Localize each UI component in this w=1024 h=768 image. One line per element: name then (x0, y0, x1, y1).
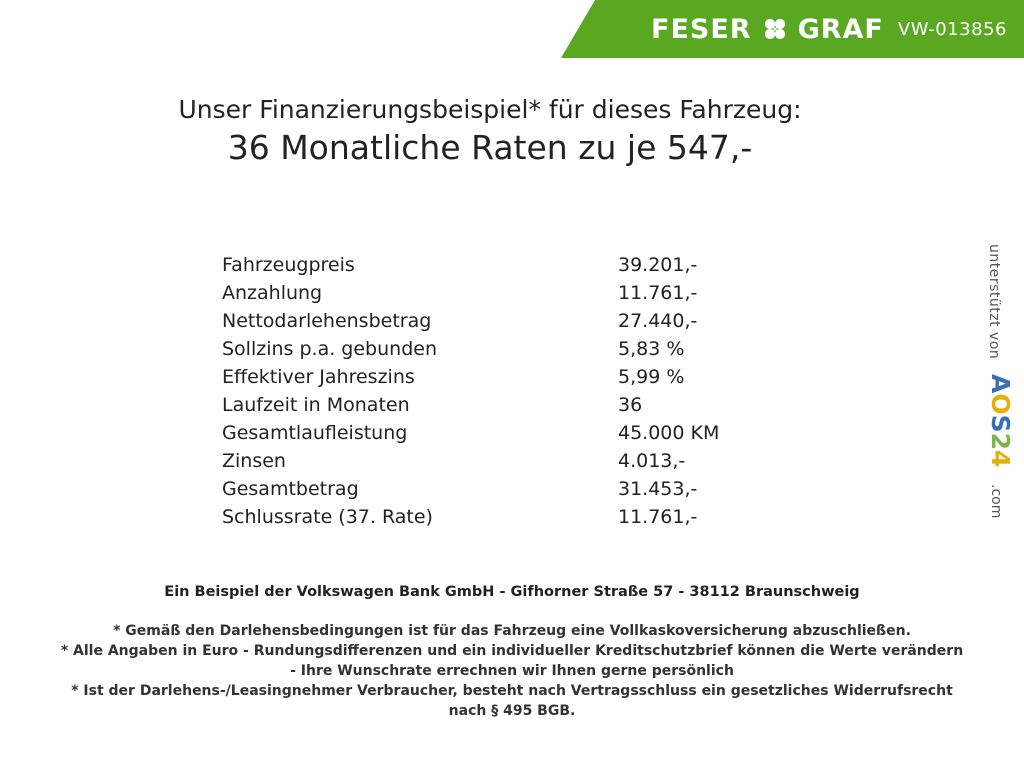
brand-name-first: FESER (651, 13, 752, 45)
row-label: Anzahlung (222, 282, 323, 304)
table-row (222, 450, 848, 478)
header-banner (595, 0, 1024, 58)
clover-icon (762, 16, 788, 42)
sponsor-logo-letter-o: O (986, 393, 1015, 415)
row-label: Sollzins p.a. gebunden (222, 338, 437, 360)
table-row (222, 394, 848, 422)
brand-name-second: GRAF (797, 13, 884, 45)
sponsor-logo-digit-4: 4 (986, 450, 1015, 468)
row-value: 45.000 KM (618, 422, 720, 444)
row-label: Gesamtbetrag (222, 478, 359, 500)
sponsor-domain: .com (988, 484, 1004, 519)
sponsor-supported-by-label: unterstützt von (986, 244, 1002, 360)
row-value: 5,99 % (618, 366, 685, 388)
finance-table (222, 254, 848, 534)
sponsor-logo-letter-s: S (986, 414, 1015, 433)
row-value: 27.440,- (618, 310, 698, 332)
row-value: 4.013,- (618, 450, 686, 472)
table-row (222, 366, 848, 394)
row-value: 31.453,- (618, 478, 698, 500)
table-row (222, 478, 848, 506)
sponsor-strip (986, 244, 1020, 544)
row-value: 36 (618, 394, 643, 416)
row-value: 11.761,- (618, 282, 698, 304)
footnote-5: nach § 495 BGB. (448, 702, 576, 719)
bank-disclaimer: Ein Beispiel der Volkswagen Bank GmbH - Gifhorner Straße 57 - 38112 Braunschweig (164, 584, 860, 600)
row-value: 11.761,- (618, 506, 698, 528)
table-row (222, 338, 848, 366)
footnote-4: * Ist der Darlehens-/Leasingnehmer Verbraucher, besteht nach Vertragsschluss ein gesetzliches Widerrufsrecht (71, 682, 953, 699)
table-row (222, 282, 848, 310)
title-line-2: 36 Monatliche Raten zu je 547,- (227, 128, 753, 168)
footer-notes (0, 584, 1024, 721)
row-label: Nettodarlehensbetrag (222, 310, 432, 332)
sponsor-logo-digit-2: 2 (986, 432, 1015, 451)
row-value: 39.201,- (618, 254, 698, 276)
footnote-1: * Gemäß den Darlehensbedingungen ist für das Fahrzeug eine Vollkaskoversicherung abzuschließen. (113, 623, 911, 639)
page-title (0, 94, 980, 170)
row-label: Effektiver Jahreszins (222, 366, 415, 388)
sponsor-logo (986, 374, 1015, 467)
row-label: Schlussrate (37. Rate) (222, 506, 433, 528)
table-row (222, 310, 848, 338)
footnote-3: - Ihre Wunschrate errechnen wir Ihnen gerne persönlich (290, 662, 734, 679)
row-value: 5,83 % (618, 338, 685, 360)
table-row (222, 506, 848, 534)
table-row (222, 422, 848, 450)
brand-logo (651, 13, 884, 45)
row-label: Gesamtlaufleistung (222, 422, 408, 444)
footnote-2: * Alle Angaben in Euro - Rundungsdifferenzen und ein individueller Kreditschutzbrief können die Werte verändern (60, 642, 964, 659)
sponsor-logo-letter-a: A (986, 374, 1015, 394)
row-label: Fahrzeugpreis (222, 254, 355, 276)
row-label: Laufzeit in Monaten (222, 394, 410, 416)
row-label: Zinsen (222, 450, 286, 472)
title-line-1: Unser Finanzierungsbeispiel* für dieses Fahrzeug: (178, 95, 802, 124)
vehicle-id: VW-013856 (897, 18, 1007, 40)
table-row (222, 254, 848, 282)
